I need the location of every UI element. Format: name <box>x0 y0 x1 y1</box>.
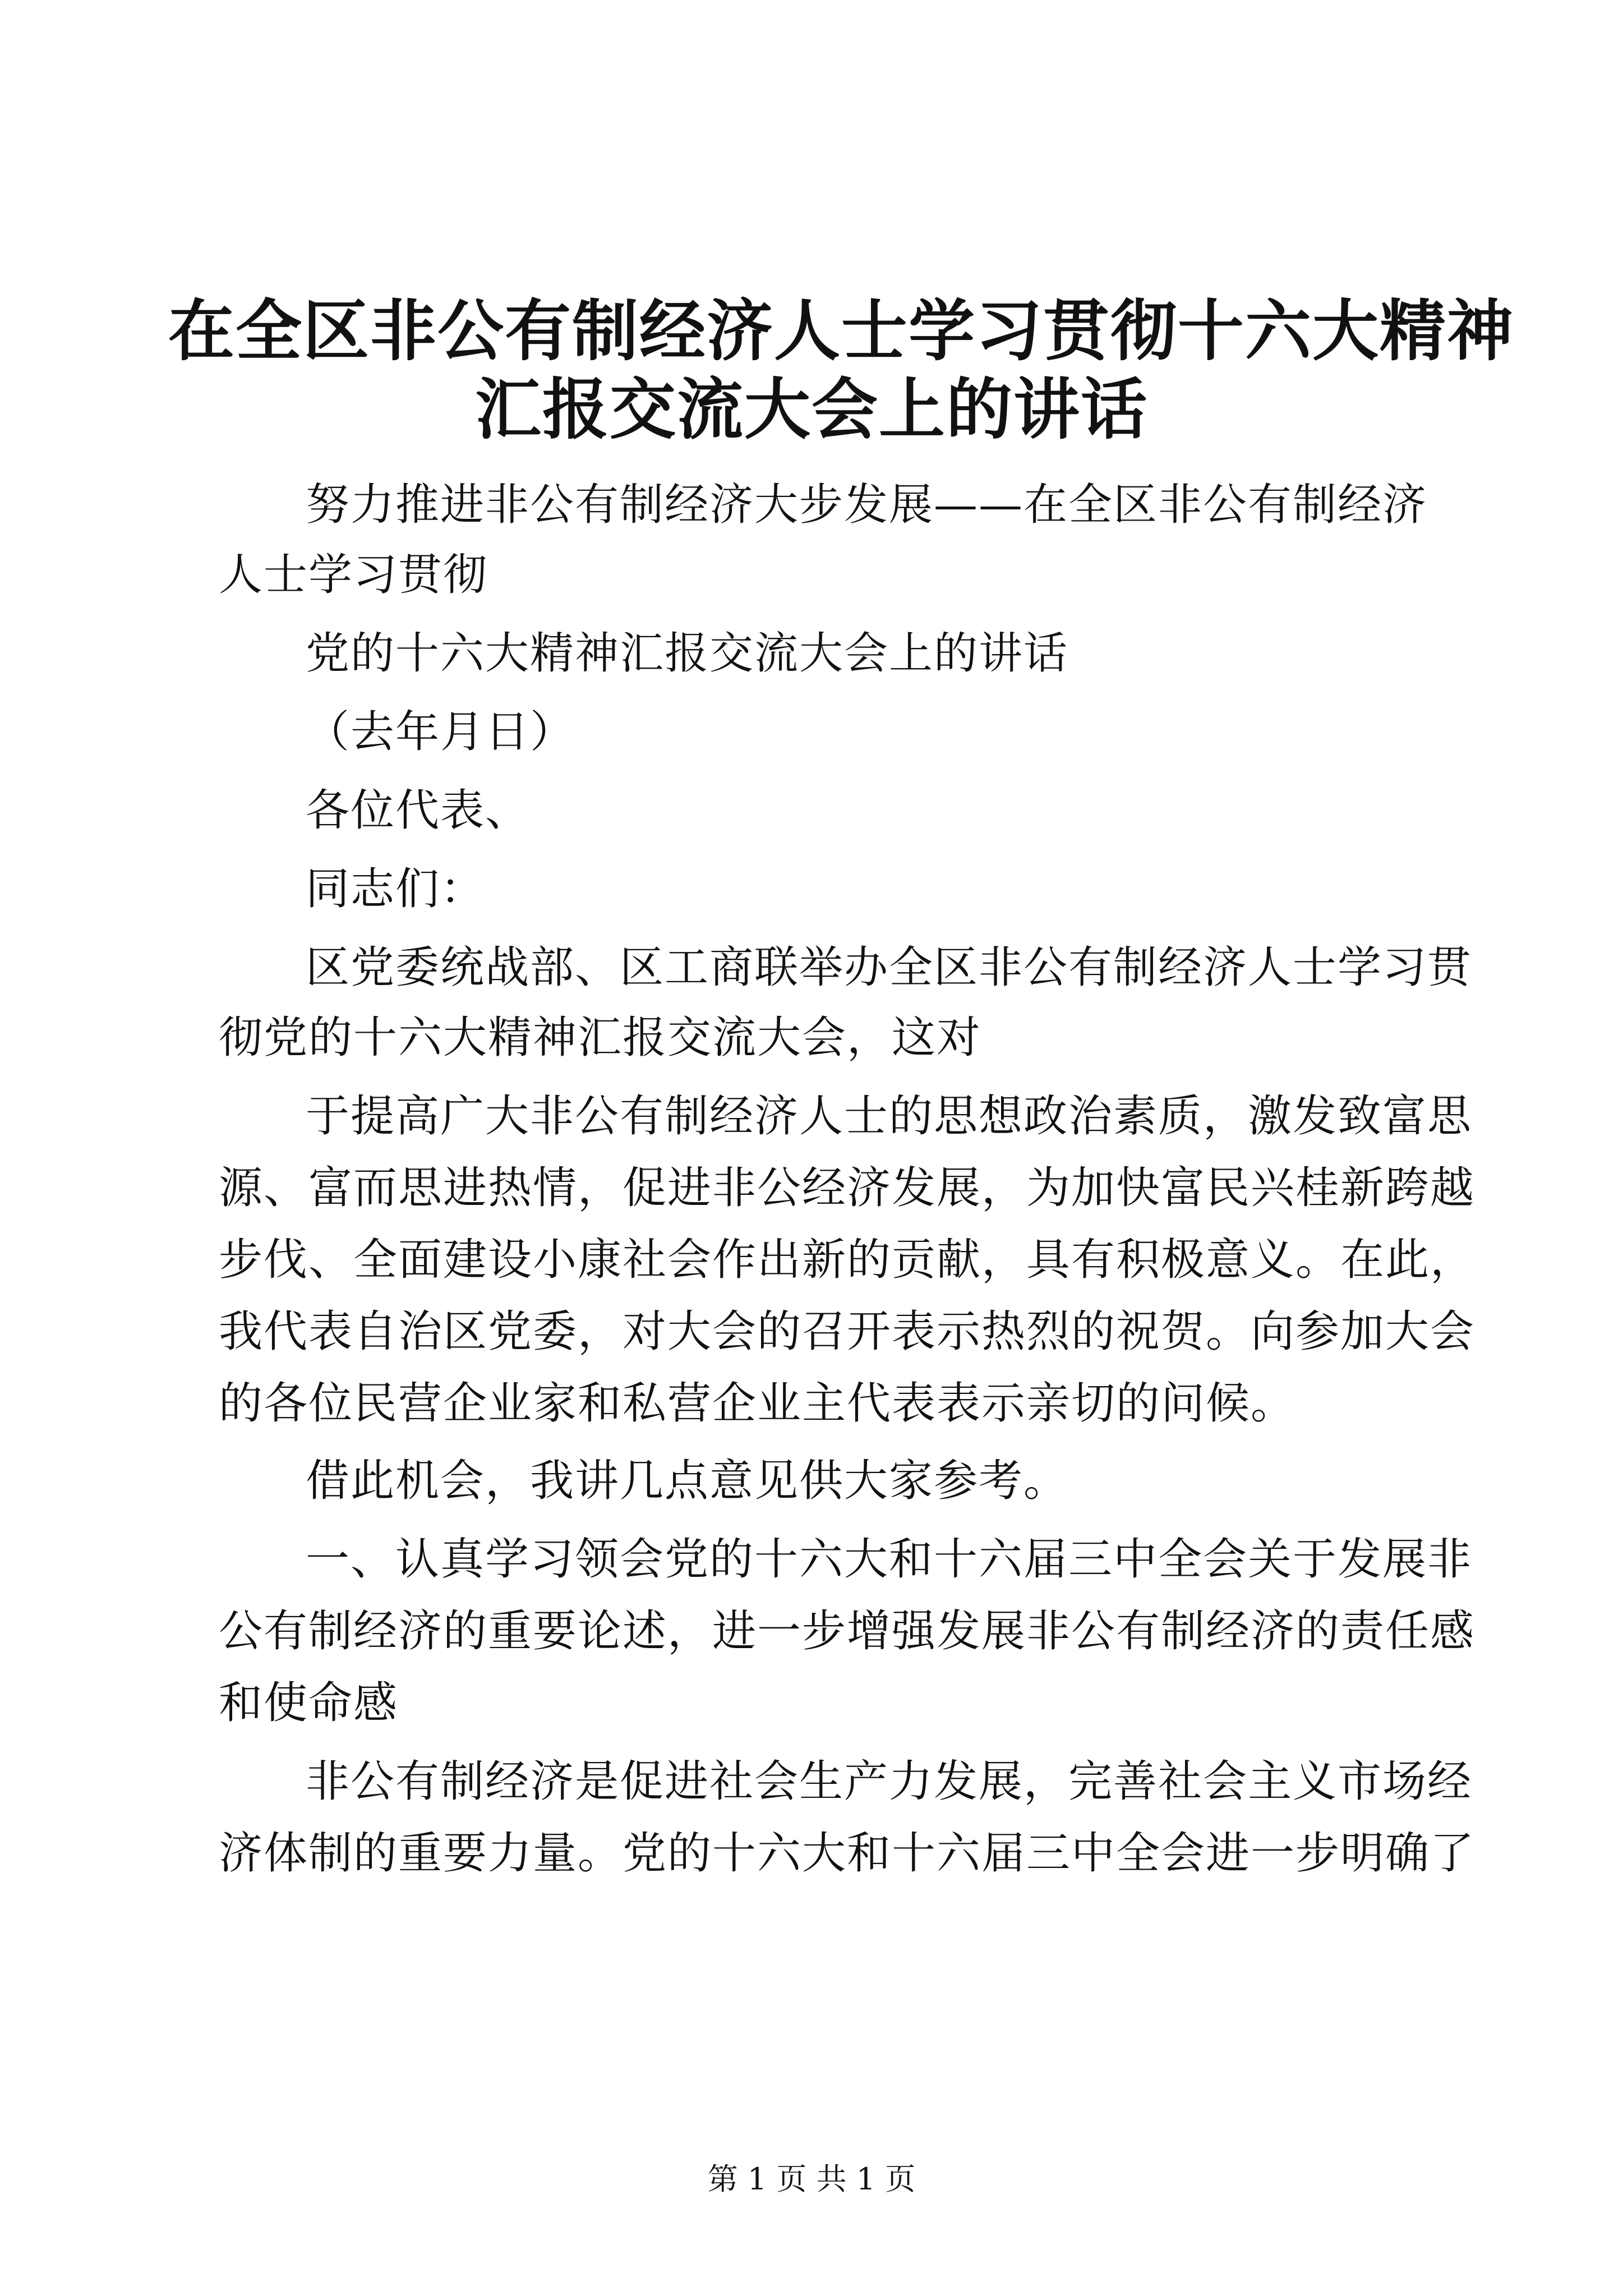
document-title-line-2: 汇报交流大会上的讲话 <box>474 371 1148 448</box>
body-line: 非公有制经济是促进社会生产力发展，完善社会主义市场经 <box>306 1756 1473 1807</box>
body-line: 同志们： <box>306 864 486 914</box>
body-line: 于提高广大非公有制经济人士的思想政治素质，激发致富思 <box>306 1091 1473 1142</box>
body-line: 彻党的十六大精神汇报交流大会，这对 <box>219 1013 982 1063</box>
page-number-label: 第 1 页 共 1 页 <box>707 2161 916 2197</box>
body-line: 我代表自治区党委，对大会的召开表示热烈的祝贺。向参加大会 <box>219 1306 1476 1357</box>
body-line: 各位代表、 <box>306 785 531 836</box>
body-line: 努力推进非公有制经济大步发展——在全区非公有制经济 <box>306 480 1428 530</box>
body-line: 步伐、全面建设小康社会作出新的贡献，具有积极意义。在此， <box>219 1235 1476 1285</box>
body-line: 济体制的重要力量。党的十六大和十六届三中全会进一步明确了 <box>219 1828 1476 1879</box>
body-line: 源、富而思进热情，促进非公经济发展，为加快富民兴桂新跨越 <box>219 1163 1476 1213</box>
body-line: 和使命感 <box>219 1678 399 1728</box>
page-footer <box>0 2160 1623 2199</box>
body-line: 公有制经济的重要论述，进一步增强发展非公有制经济的责任感 <box>219 1606 1476 1657</box>
body-line: 人士学习贯彻 <box>219 550 488 600</box>
body-line: 借此机会，我讲几点意见供大家参考。 <box>306 1456 1069 1506</box>
document-title-line-1: 在全区非公有制经济人士学习贯彻十六大精神 <box>168 292 1515 370</box>
body-line: 一、认真学习领会党的十六大和十六届三中全会关于发展非 <box>306 1534 1473 1585</box>
body-line: 党的十六大精神汇报交流大会上的讲话 <box>306 628 1069 679</box>
body-line: 区党委统战部、区工商联举办全区非公有制经济人士学习贯 <box>306 942 1473 993</box>
body-line: 的各位民营企业家和私营企业主代表表示亲切的问候。 <box>219 1378 1296 1429</box>
body-line: （去年月日） <box>306 707 575 757</box>
